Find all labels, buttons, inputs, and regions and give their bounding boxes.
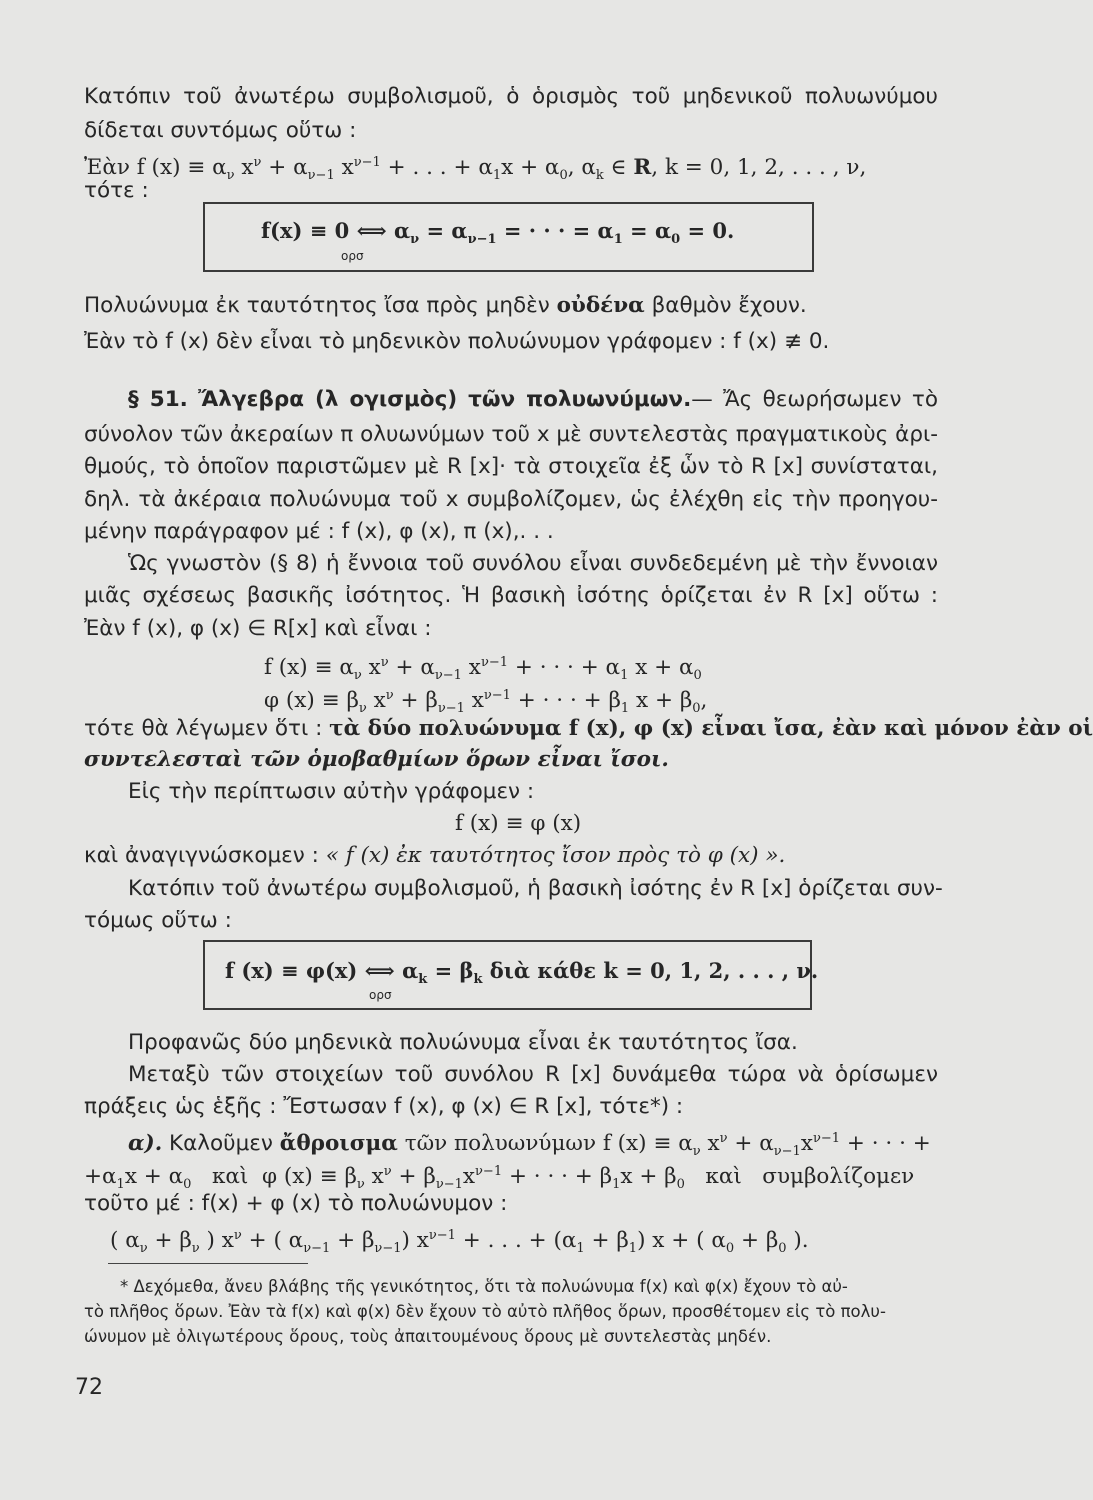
text-line: τότε θὰ λέγωμεν ὅτι : τὰ δύο πολυώνυμα f (x), φ (x) εἶναι ἴσα, ἐὰν καὶ μόνον ἐὰν οἱ xyxy=(84,716,1093,741)
text-line: Κατόπιν τοῦ ἀνωτέρω συμβολισμοῦ, ὁ ὁρισμὸς τοῦ μηδενικοῦ πολυωνύμου xyxy=(84,84,938,109)
footnote-line: ώνυμον μὲ ὀλιγωτέρους ὅρους, τοὺς ἀπαιτουμένους ὅρους μὲ συντελεστὰς μηδέν. xyxy=(84,1327,772,1346)
text-line: θμούς, τὸ ὁποῖον παριστῶμεν μὲ R [x]· τὰ στοιχεῖα ἐξ ὧν τὸ R [x] συνίσταται, xyxy=(84,454,938,479)
text-line: Προφανῶς δύο μηδενικὰ πολυώνυμα εἶναι ἐκ ταυτότητος ἴσα. xyxy=(128,1030,798,1055)
text-line: Μεταξὺ τῶν στοιχείων τοῦ συνόλου R [x] δυνάμεθα τώρα νὰ ὁρίσωμεν xyxy=(128,1062,938,1087)
text-line: μιᾶς σχέσεως βασικῆς ἰσότητος. Ἡ βασικὴ ἰσότης ὁρίζεται ἐν R [x] οὕτω : xyxy=(84,583,938,608)
text-line: πράξεις ὡς ἑξῆς : Ἔστωσαν f (x), φ (x) ∈ R [x], τότε*) : xyxy=(84,1094,684,1119)
box-label: ορσ xyxy=(341,249,364,263)
definition-box-equality xyxy=(203,940,819,1010)
text-line: δηλ. τὰ ἀκέραια πολυώνυμα τοῦ x συμβολίζομεν, ὡς ἐλέχθη εἰς τὴν προηγου- xyxy=(84,487,938,512)
formula-line: $+\alpha_1x + \alpha_0$ καὶ φ $(x) \equiv \beta_\nu$ $x^\nu + \beta_{\nu-1}x^{\nu-1}$ + · · · + $\beta_1x + \beta_0$ καὶ συμβολίζομεν xyxy=(84,1164,915,1192)
text-line: Ἐὰν τὸ f (x) δὲν εἶναι τὸ μηδενικὸν πολυώνυμον γράφομεν : f (x) ≢ 0. xyxy=(84,329,830,354)
text-line: καὶ ἀναγιγνώσκομεν : « f (x) ἐκ ταυτότητος ἴσον πρὸς τὸ φ (x) ». xyxy=(84,843,786,868)
text-line: Ἐὰν f (x), φ (x) ∈ R[x] καὶ εἶναι : xyxy=(84,616,432,641)
text-line: τοῦτο μέ : f(x) + φ (x) τὸ πολυώνυμον : xyxy=(84,1191,508,1216)
text-line: Πολυώνυμα ἐκ ταυτότητος ἴσα πρὸς μηδὲν οὐδένα βαθμὸν ἔχουν. xyxy=(84,293,807,318)
formula-identity: f (x) ≡ φ (x) xyxy=(455,811,582,836)
formula-line: Ἐὰν f $(x) \equiv \alpha_\nu$ $x^\nu + \alpha_{\nu-1}$ $x^{\nu-1}$ + . . . + $\alpha_1x + \alpha_0$, $\alpha_k$ ∈ R, k = 0, 1, 2, . . . , ν, xyxy=(84,155,867,183)
text-line: μένην παράγραφον μέ : f (x), φ (x), π (x),. . . xyxy=(84,519,554,544)
page-number: 72 xyxy=(75,1375,103,1400)
footnote-line: * Δεχόμεθα, ἄνευ βλάβης τῆς γενικότητος, ὅτι τὰ πολυώνυμα f(x) καὶ φ(x) ἔχουν τὸ αὐ- xyxy=(120,1277,848,1296)
box-formula: f(x) ≡ 0 ⟺ $\alpha_\nu = \alpha_{\nu-1}$ = · · · = $\alpha_1 = \alpha_0 = 0$. xyxy=(261,218,735,247)
formula-sum: ( $\alpha_\nu + \beta_\nu$ ) $x^\nu$ + ( $\alpha_{\nu-1} + \beta_{\nu-1}$) $x^{\nu-1}$ + . . . + $(\alpha_1 + \beta_1) x$ + ( $\alpha_0 + \beta_0$ ). xyxy=(110,1228,809,1256)
footnote-rule xyxy=(108,1263,308,1264)
text-line: α). Καλοῦμεν ἄθροισμα τῶν πολυωνύμων f $(x) \equiv \alpha_\nu$ $x^\nu + \alpha_{\nu-1}x^{\nu-1}$ + · · · + xyxy=(128,1131,931,1159)
text-line: τόμως οὕτω : xyxy=(84,908,232,933)
box-label: ορσ xyxy=(369,988,392,1002)
box-formula: f (x) ≡ φ(x) ⟺ $\alpha_k = \beta_k$ διὰ κάθε k = 0, 1, 2, . . . , ν. xyxy=(225,958,819,987)
text-line: Εἰς τὴν περίπτωσιν αὐτὴν γράφομεν : xyxy=(128,779,535,804)
text-line: Ὡς γνωστὸν (§ 8) ἡ ἔννοια τοῦ συνόλου εἶναι συνδεδεμένη μὲ τὴν ἔννοιαν xyxy=(128,551,938,576)
section-heading: § 51. Ἄλγεβρα (λ ογισμὸς) τῶν πολυωνύμων.— Ἄς θεωρήσωμεν τὸ xyxy=(128,387,938,412)
text-line: τότε : xyxy=(84,178,149,203)
footnote-line: τὸ πλῆθος ὅρων. Ἐὰν τὰ f(x) καὶ φ(x) δὲν ἔχουν τὸ αὐτὸ πλῆθος ὅρων, προσθέτομεν εἰς τὸ πολυ- xyxy=(84,1302,886,1321)
text-line: συντελεσταὶ τῶν ὁμοβαθμίων ὅρων εἶναι ἴσοι. xyxy=(84,747,669,772)
text-line: σύνολον τῶν ἀκεραίων π ολυωνύμων τοῦ x μὲ συντελεστὰς πραγματικοὺς ἀρι- xyxy=(84,422,938,447)
text-line: Κατόπιν τοῦ ἀνωτέρω συμβολισμοῦ, ἡ βασικὴ ἰσότης ἐν R [x] ὁρίζεται συν- xyxy=(128,876,943,901)
formula-f: f $(x) \equiv \alpha_\nu$ $x^\nu + \alpha_{\nu-1}$ $x^{\nu-1}$ + · · · + $\alpha_1$ $x + \alpha_0$ xyxy=(264,655,702,683)
definition-box-zero-polynomial xyxy=(203,202,814,272)
formula-phi: φ $(x) \equiv \beta_\nu$ $x^\nu + \beta_{\nu-1}$ $x^{\nu-1}$ + · · · + $\beta_1$ $x + \beta_0$, xyxy=(264,688,708,716)
text-line: δίδεται συντόμως οὕτω : xyxy=(84,118,357,143)
